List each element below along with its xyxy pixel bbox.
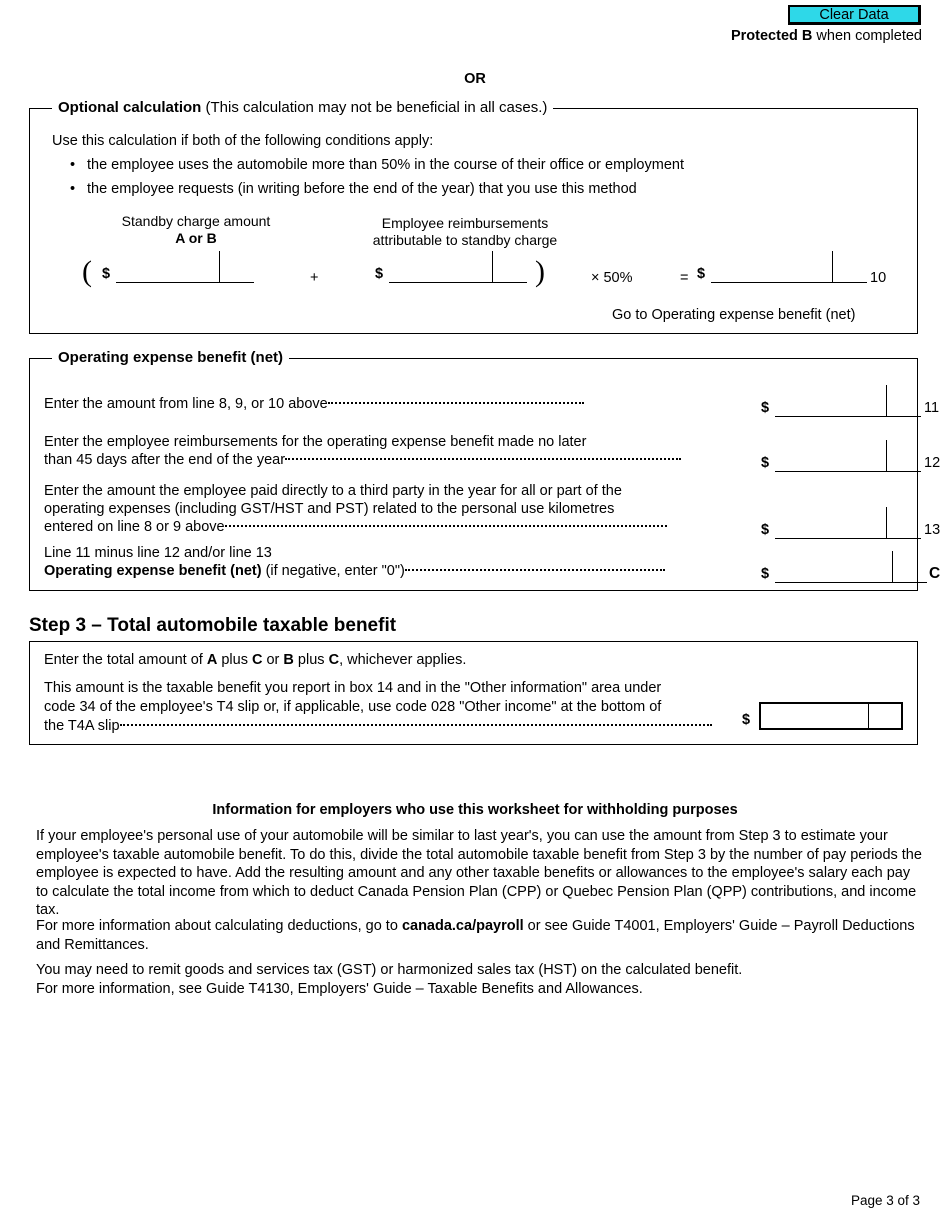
dot-leader bbox=[120, 724, 712, 726]
optional-calculation-intro: Use this calculation if both of the following conditions apply: bbox=[52, 133, 434, 149]
info-paragraph-3-line1: You may need to remit goods and services tax (GST) or harmonized sales tax (HST) on the calculated benefit. bbox=[36, 962, 743, 978]
clear-data-button[interactable]: Clear Data bbox=[788, 5, 921, 25]
optional-calculation-legend bbox=[52, 99, 553, 116]
optional-calculation-bullet-2 bbox=[70, 181, 637, 197]
dollar-sign-line12: $ bbox=[761, 455, 770, 471]
protected-b-label bbox=[731, 28, 922, 44]
step3-letter-c-1: C bbox=[251, 652, 263, 668]
line-number-c: C bbox=[929, 565, 941, 582]
optional-calculation-bullet-1-text: the employee uses the automobile more than 50% in the course of their office or employment bbox=[87, 157, 684, 173]
operating-expense-legend-text: Operating expense benefit (net) bbox=[58, 349, 284, 366]
operating-expense-row-12 bbox=[44, 433, 681, 469]
step3-line4-text: the T4A slip bbox=[44, 718, 120, 734]
bullet-icon: • bbox=[70, 157, 76, 173]
step3-line1-part-e: or bbox=[262, 652, 284, 668]
step3-line2: This amount is the taxable benefit you report in box 14 and in the "Other information" area under bbox=[44, 680, 662, 696]
protected-b-rest: when completed bbox=[812, 28, 922, 44]
total-taxable-benefit-input[interactable] bbox=[759, 702, 903, 730]
dot-leader bbox=[285, 458, 681, 460]
optional-calculation-legend-strong: Optional calculation bbox=[58, 99, 202, 116]
employee-reimbursements-input[interactable] bbox=[389, 257, 527, 283]
protected-b-strong: Protected B bbox=[730, 28, 813, 44]
cents-separator-tick bbox=[832, 251, 833, 282]
info-paragraph-2-part-a: For more information about calculating deductions, go to bbox=[36, 918, 402, 934]
standby-charge-column-heading bbox=[66, 213, 326, 247]
row-12-text: than 45 days after the end of the year bbox=[44, 452, 286, 468]
info-heading: Information for employers who use this worksheet for withholding purposes bbox=[212, 802, 738, 818]
row-11-text: Enter the amount from line 8, 9, or 10 above bbox=[44, 396, 328, 412]
info-paragraph-1: If your employee's personal use of your automobile will be similar to last year's, you can use the amount from Step 3 to estimate your employee's taxable automobile benefit. To do this, divide the total automobile taxable benefit from Step 3 by the number of pay periods the employee is expected to have. Add the resulting amount and any other taxable benefits or allowances to the employee's salary each pay to calculate the total income from which to deduct Canada Pension Plan (CPP) or Quebec Pension Plan (QPP) contributions, and income tax. bbox=[36, 828, 922, 918]
operating-expense-row-11 bbox=[44, 395, 584, 413]
operating-expense-row-13-line3 bbox=[44, 518, 667, 536]
line-12-input[interactable] bbox=[775, 446, 921, 472]
cents-separator-tick bbox=[892, 551, 893, 582]
operating-expense-row-12-line2 bbox=[44, 451, 681, 469]
line-number-13: 13 bbox=[924, 522, 941, 538]
operating-expense-legend bbox=[52, 349, 289, 366]
info-paragraph-2-part-c: or see Guide T4001, Employers' Guide – Payroll Deductions and Remittances. bbox=[36, 918, 915, 953]
step3-letter-b: B bbox=[283, 652, 294, 668]
optional-calculation-legend-rest: (This calculation may not be beneficial in all cases.) bbox=[201, 99, 548, 116]
cents-separator-tick bbox=[886, 507, 887, 538]
line-number-11: 11 bbox=[924, 400, 940, 416]
operating-expense-row-12-line1: Enter the employee reimbursements for the operating expense benefit made no later bbox=[44, 434, 587, 450]
operating-expense-benefit-section bbox=[29, 349, 941, 591]
operating-expense-row-c-line2 bbox=[44, 562, 665, 580]
line-number-12: 12 bbox=[924, 455, 941, 471]
optional-calculation-bullet-2-text: the employee requests (in writing before the end of the year) that you use this method bbox=[87, 181, 637, 197]
dollar-sign-line-c: $ bbox=[761, 566, 770, 582]
dollar-sign-line11: $ bbox=[761, 400, 770, 416]
operating-expense-row-c-line1: Line 11 minus line 12 and/or line 13 bbox=[44, 545, 272, 561]
step3-line1-part-i: , whichever applies. bbox=[339, 652, 467, 668]
step3-line1 bbox=[44, 651, 466, 670]
operating-expense-row-11-line1 bbox=[44, 395, 584, 413]
dollar-sign-standby: $ bbox=[102, 266, 111, 282]
dot-leader bbox=[405, 569, 665, 571]
step3-letter-a: A bbox=[206, 652, 218, 668]
optional-calculation-section bbox=[29, 99, 918, 334]
dot-leader bbox=[225, 525, 667, 527]
open-paren: ( bbox=[82, 255, 92, 288]
line-13-input[interactable] bbox=[775, 513, 921, 539]
canada-ca-payroll-link[interactable]: canada.ca/payroll bbox=[401, 918, 524, 934]
row-c-bold-label: Operating expense benefit (net) bbox=[44, 563, 262, 579]
multiply-fifty-percent: × 50% bbox=[591, 270, 633, 286]
dollar-sign-line13: $ bbox=[761, 522, 770, 538]
optional-calculation-bullet-1 bbox=[70, 157, 684, 173]
dot-leader bbox=[328, 402, 584, 404]
standby-charge-amount-input[interactable] bbox=[116, 257, 254, 283]
close-paren: ) bbox=[535, 255, 545, 288]
step3-line1-part-c: plus bbox=[217, 652, 252, 668]
line-number-10: 10 bbox=[870, 270, 887, 286]
employee-reimbursements-heading-line2: attributable to standby charge bbox=[372, 232, 558, 248]
row-c-text: (if negative, enter "0") bbox=[261, 563, 405, 579]
total-taxable-benefit-cents[interactable] bbox=[869, 704, 901, 728]
line-10-input[interactable] bbox=[711, 257, 867, 283]
employee-reimbursements-column-heading bbox=[320, 215, 610, 249]
dollar-sign-reimbursements: $ bbox=[375, 266, 384, 282]
step3-letter-c-2: C bbox=[328, 652, 340, 668]
step3-heading: Step 3 – Total automobile taxable benefit bbox=[29, 615, 397, 636]
cents-separator-tick bbox=[886, 385, 887, 416]
bullet-icon: • bbox=[70, 181, 76, 197]
plus-operator: + bbox=[310, 270, 319, 286]
equals-operator: = bbox=[680, 270, 689, 286]
step3-line1-part-a: Enter the total amount of bbox=[44, 652, 207, 668]
or-separator-label: OR bbox=[464, 71, 486, 87]
info-paragraph-2 bbox=[36, 917, 922, 954]
line-11-input[interactable] bbox=[775, 391, 921, 417]
cents-separator-tick bbox=[219, 251, 220, 282]
operating-expense-row-13 bbox=[44, 482, 667, 536]
step3-line3: code 34 of the employee's T4 slip or, if applicable, use code 028 "Other income" at the bottom of bbox=[44, 699, 662, 715]
step3-line4 bbox=[44, 717, 712, 736]
employee-reimbursements-heading-line1: Employee reimbursements bbox=[381, 215, 549, 231]
goto-operating-expense-note: Go to Operating expense benefit (net) bbox=[612, 307, 856, 323]
operating-expense-row-c bbox=[44, 544, 665, 580]
row-13-text: entered on line 8 or 9 above bbox=[44, 519, 225, 535]
operating-expense-row-13-line1: Enter the amount the employee paid directly to a third party in the year for all or part of the bbox=[44, 483, 622, 499]
line-c-input[interactable] bbox=[775, 557, 927, 583]
cents-separator-tick bbox=[886, 440, 887, 471]
total-taxable-benefit-dollars[interactable] bbox=[761, 704, 869, 728]
dollar-sign-step3: $ bbox=[742, 712, 751, 728]
dollar-sign-line10: $ bbox=[697, 266, 706, 282]
step3-section bbox=[29, 641, 918, 745]
cents-separator-tick bbox=[492, 251, 493, 282]
standby-charge-heading-line1: Standby charge amount bbox=[121, 213, 271, 229]
info-paragraph-3 bbox=[36, 961, 922, 998]
info-paragraph-3-line2: For more information, see Guide T4130, Employers' Guide – Taxable Benefits and Allowances. bbox=[36, 980, 643, 997]
page-number-footer: Page 3 of 3 bbox=[850, 1193, 920, 1208]
operating-expense-row-13-line2: operating expenses (including GST/HST and PST) related to the personal use kilometres bbox=[44, 501, 615, 517]
standby-charge-heading-line2: A or B bbox=[175, 230, 217, 246]
step3-line1-part-g: plus bbox=[293, 652, 329, 668]
